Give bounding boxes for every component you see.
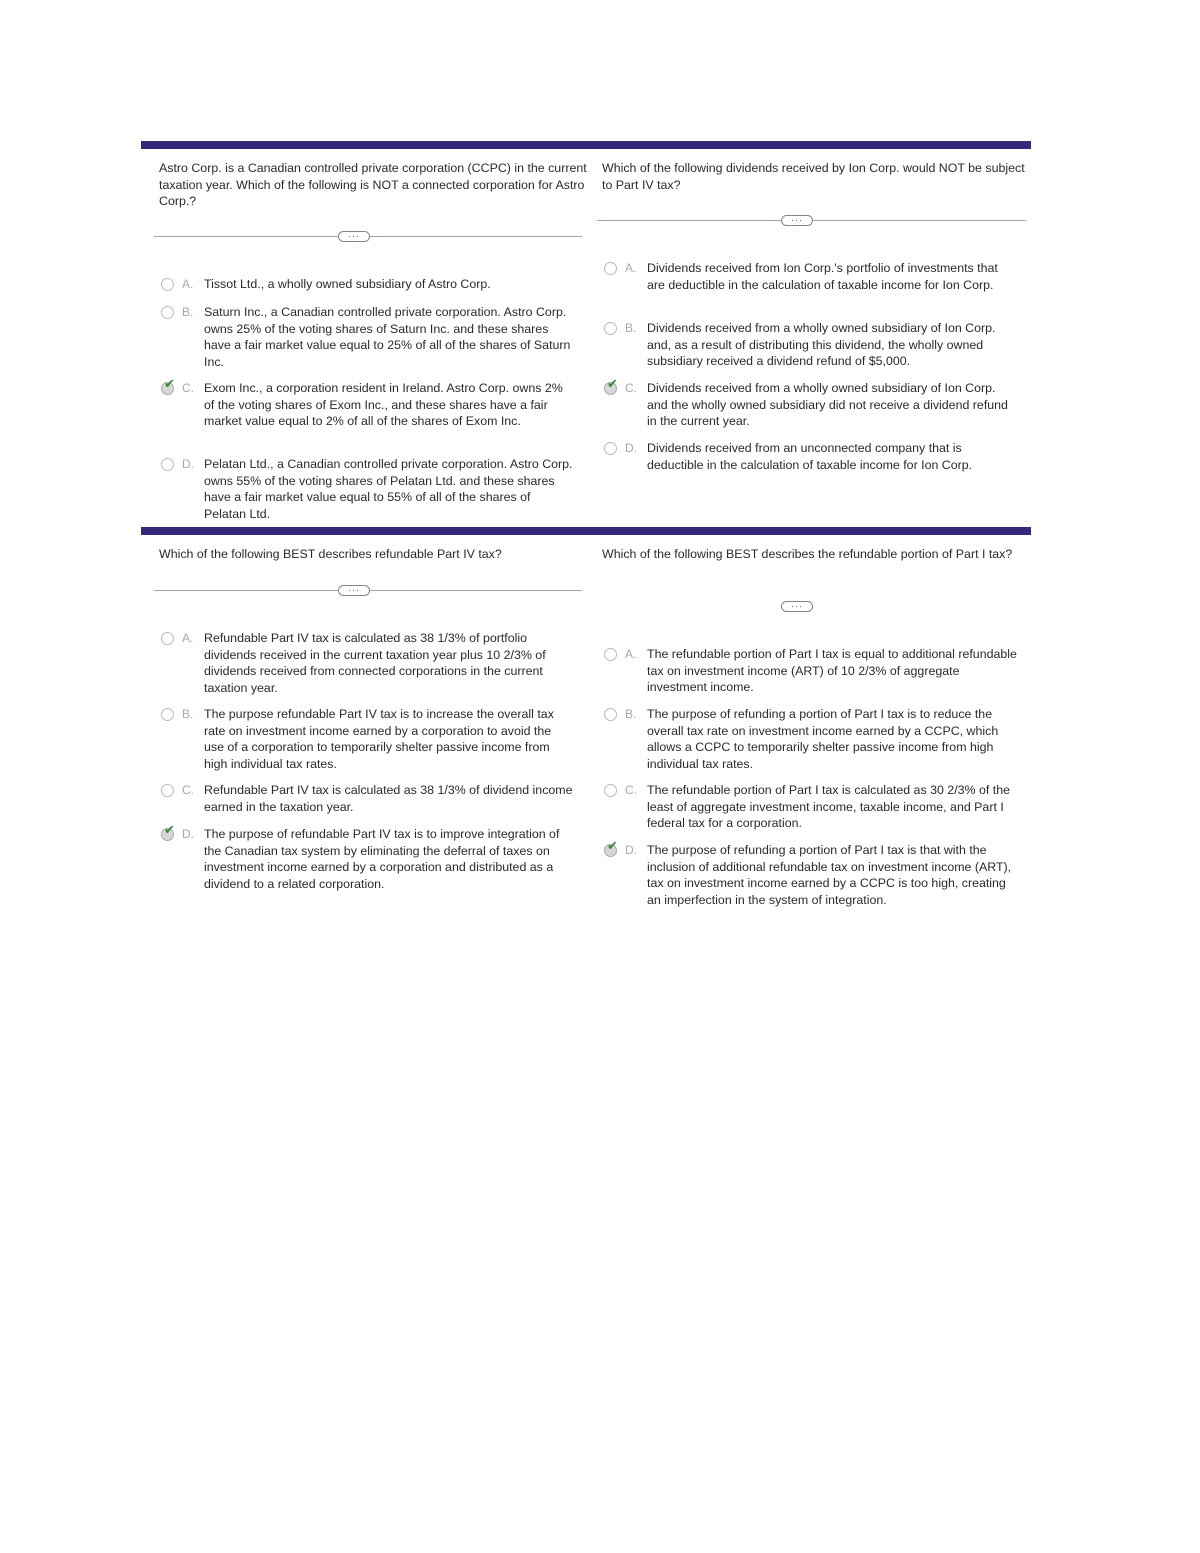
section-band: [141, 527, 1031, 535]
radio-button-selected[interactable]: [161, 822, 175, 841]
option-d[interactable]: ✔ D. The purpose of refundable Part IV tax is to improve integration of the Canadian tax system by eliminating the deferral of taxes on investment income earned by a corporation and distributed as a dividend to a related corporation.: [159, 826, 589, 892]
question-text: Which of the following BEST describes refundable Part IV tax?: [159, 547, 502, 561]
option-c[interactable]: C. Refundable Part IV tax is calculated as 38 1/3% of dividend income earned in the taxation year.: [159, 782, 589, 815]
ellipsis-icon[interactable]: ···: [338, 231, 370, 242]
radio-button[interactable]: [161, 458, 174, 471]
option-b[interactable]: B. The purpose refundable Part IV tax is to increase the overall tax rate on investment income earned by a corporation to avoid the use of a corporation to temporarily shelter passive income from high individual tax rates.: [159, 706, 589, 772]
checkmark-icon: ✔: [164, 822, 175, 837]
question-text: Which of the following BEST describes the refundable portion of Part I tax?: [602, 547, 1013, 561]
ellipsis-icon[interactable]: ···: [338, 585, 370, 596]
option-a[interactable]: A. Refundable Part IV tax is calculated as 38 1/3% of portfolio dividends received in the current taxation year plus 10 2/3% of dividends received from connected corporations in the current taxation year.: [159, 630, 589, 696]
header-band: [141, 141, 1031, 149]
option-d[interactable]: D. Pelatan Ltd., a Canadian controlled private corporation. Astro Corp. owns 55% of the voting shares of Pelatan Ltd. and these shares have a fair market value equal to 55% of all of the shares of Pelatan Ltd.: [159, 456, 589, 522]
radio-button[interactable]: [604, 442, 617, 455]
radio-button-selected[interactable]: [604, 838, 618, 857]
question-text: Which of the following dividends received by Ion Corp. would NOT be subject to Part IV tax?: [602, 161, 1025, 192]
question-panel-3: [159, 546, 589, 563]
option-d[interactable]: ✔ D. The purpose of refunding a portion of Part I tax is that with the inclusion of additional refundable tax on investment income (ART), tax on investment income earned by a CCPC is too high, creating an imperfection in the system of integration.: [602, 842, 1032, 908]
option-c[interactable]: C. The refundable portion of Part I tax is calculated as 30 2/3% of the least of aggregate investment income, taxable income, and Part I federal tax for a corporation.: [602, 782, 1032, 832]
radio-button[interactable]: [161, 278, 174, 291]
checkmark-icon: ✔: [607, 838, 618, 853]
radio-button[interactable]: [604, 708, 617, 721]
radio-button[interactable]: [161, 708, 174, 721]
option-c[interactable]: ✔ C. Dividends received from a wholly owned subsidiary of Ion Corp. and the wholly owned subsidiary did not receive a dividend refund in the current year.: [602, 380, 1032, 430]
question-text: Astro Corp. is a Canadian controlled private corporation (CCPC) in the current taxation year. Which of the following is NOT a connected corporation for Astro Corp.?: [159, 161, 587, 208]
option-c[interactable]: ✔ C. Exom Inc., a corporation resident in Ireland. Astro Corp. owns 2% of the voting shares of Exom Inc., and these shares have a fair market value equal to 2% of all of the shares of Exom Inc.: [159, 380, 589, 430]
option-a[interactable]: A. Tissot Ltd., a wholly owned subsidiary of Astro Corp.: [159, 276, 589, 293]
radio-button[interactable]: [604, 784, 617, 797]
option-b[interactable]: B. The purpose of refunding a portion of Part I tax is to reduce the overall tax rate on investment income earned by a CCPC, which allows a CCPC to temporarily shelter passive income from high individual tax rates.: [602, 706, 1032, 772]
option-d[interactable]: D. Dividends received from an unconnected company that is deductible in the calculation of taxable income for Ion Corp.: [602, 440, 1032, 473]
radio-button-selected[interactable]: [161, 376, 175, 395]
radio-button[interactable]: [161, 632, 174, 645]
checkmark-icon: ✔: [164, 376, 175, 391]
ellipsis-icon[interactable]: ···: [781, 215, 813, 226]
radio-button[interactable]: [604, 648, 617, 661]
ellipsis-icon[interactable]: ···: [781, 601, 813, 612]
question-panel-1: [159, 160, 589, 210]
radio-button[interactable]: [161, 784, 174, 797]
radio-button-selected[interactable]: [604, 376, 618, 395]
radio-button[interactable]: [161, 306, 174, 319]
option-a[interactable]: A. Dividends received from Ion Corp.'s portfolio of investments that are deductible in the calculation of taxable income for Ion Corp.: [602, 260, 1032, 293]
option-b[interactable]: B. Dividends received from a wholly owned subsidiary of Ion Corp. and, as a result of distributing this dividend, the wholly owned subsidiary received a dividend refund of $5,000.: [602, 320, 1032, 370]
question-panel-4: [602, 546, 1032, 563]
question-panel-2: [602, 160, 1032, 193]
option-b[interactable]: B. Saturn Inc., a Canadian controlled private corporation. Astro Corp. owns 25% of the voting shares of Saturn Inc. and these shares have a fair market value equal to 25% of all of the shares of Saturn Inc.: [159, 304, 589, 370]
radio-button[interactable]: [604, 322, 617, 335]
checkmark-icon: ✔: [607, 376, 618, 391]
radio-button[interactable]: [604, 262, 617, 275]
option-a[interactable]: A. The refundable portion of Part I tax is equal to additional refundable tax on investment income (ART) of 10 2/3% of aggregate investment income.: [602, 646, 1032, 696]
